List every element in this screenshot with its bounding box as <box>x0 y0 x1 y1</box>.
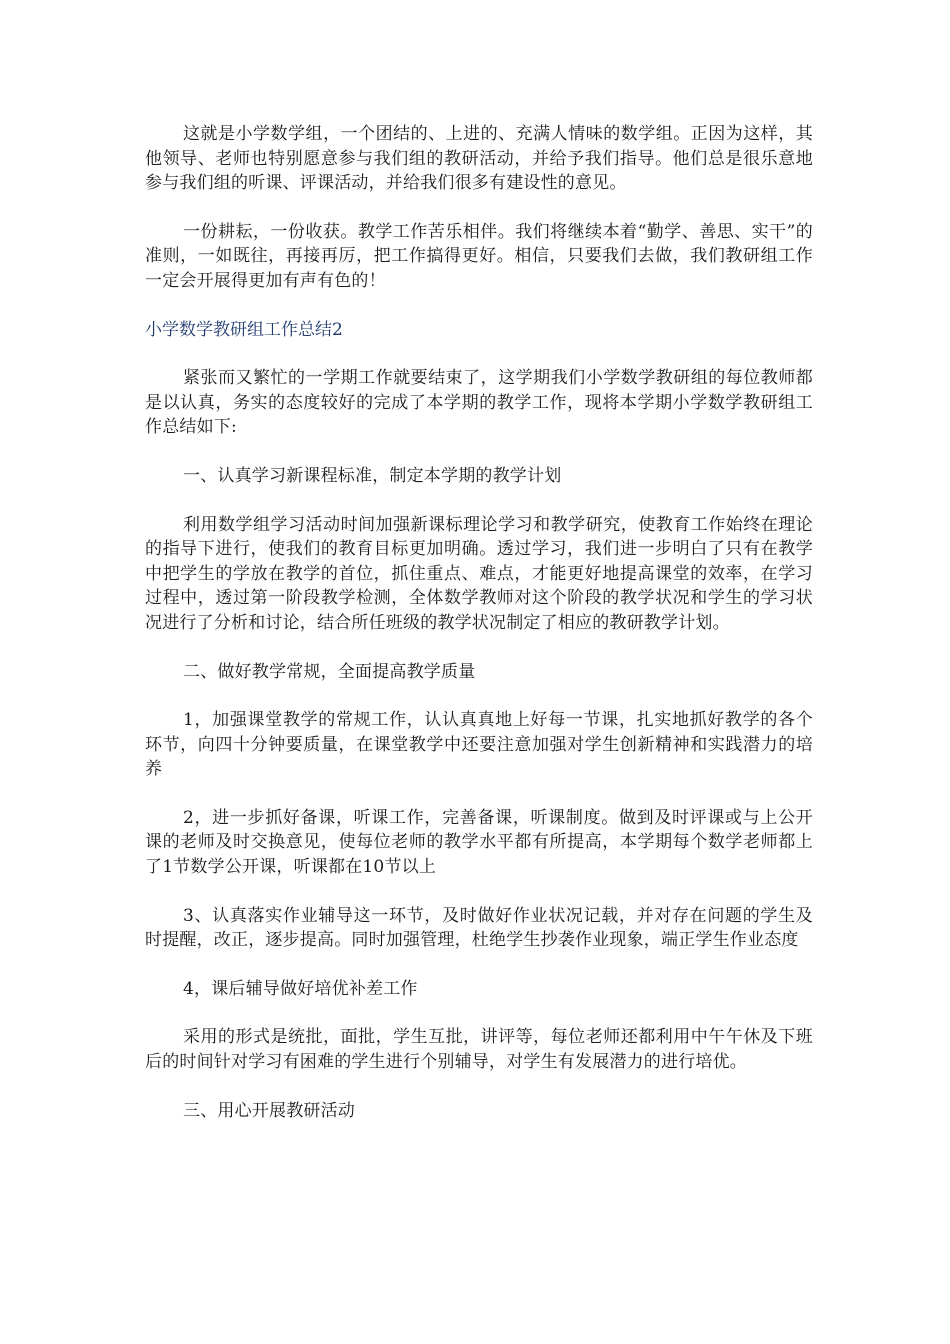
document-body <box>145 122 813 1147</box>
paragraph-opening: 紧张而又繁忙的一学期工作就要结束了，这学期我们小学数学教研组的每位教师都是以认真，务实的态度较好的完成了本学期的教学工作，现将本学期小学数学教研组工作总结如下: <box>145 368 813 438</box>
list-item-2: 2，进一步抓好备课，听课工作，完善备课，听课制度。做到及时评课或与上公开课的老师及时交换意见，使每位老师的教学水平都有所提高，本学期每个数学老师都上了1节数学公开课，听课都在10节以上 <box>145 807 813 878</box>
list-item-4: 4，课后辅导做好培优补差工作 <box>183 978 418 999</box>
list-item-1: 1，加强课堂教学的常规工作，认认真真地上好每一节课，扎实地抓好教学的各个环节，向四十分钟要质量，在课堂教学中还要注意加强对学生创新精神和实践潜力的培养 <box>145 710 813 780</box>
paragraph-intro-2: 一份耕耘，一份收获。教学工作苦乐相伴。我们将继续本着“勤学、善思、实干”的准则，一如既往，再接再厉，把工作搞得更好。相信，只要我们去做，我们教研组工作一定会开展得更加有声有色的！ <box>145 221 813 291</box>
subheading-one: 一、认真学习新课程标准，制定本学期的教学计划 <box>183 465 562 486</box>
list-item-3: 3、认真落实作业辅导这一环节，及时做好作业状况记载，并对存在问题的学生及时提醒，改正，逐步提高。同时加强管理，杜绝学生抄袭作业现象，端正学生作业态度 <box>145 905 813 951</box>
subheading-two: 二、做好教学常规，全面提高教学质量 <box>183 661 476 682</box>
paragraph-tutoring: 采用的形式是统批，面批，学生互批，讲评等，每位老师还都利用中午午休及下班后的时间针对学习有困难的学生进行个别辅导，对学生有发展潜力的进行培优。 <box>145 1027 813 1073</box>
paragraph-intro-1: 这就是小学数学组，一个团结的、上进的、充满人情味的数学组。正因为这样，其他领导、老师也特别愿意参与我们组的教研活动，并给予我们指导。他们总是很乐意地参与我们组的听课、评课活动，并给我们很多有建设性的意见。 <box>145 124 813 194</box>
subheading-three: 三、用心开展教研活动 <box>183 1100 355 1121</box>
section-heading: 小学数学教研组工作总结2 <box>145 319 343 340</box>
paragraph-study: 利用数学组学习活动时间加强新课标理论学习和教学研究，使教育工作始终在理论的指导下进行，使我们的教育目标更加明确。透过学习，我们进一步明白了只有在教学中把学生的学放在教学的首位，抓住重点、难点，才能更好地提高课堂的效率，在学习过程中，透过第一阶段教学检测，全体数学教师对这个阶段的教学状况和学生的学习状况进行了分析和讨论，结合所任班级的教学状况制定了相应的教研教学计划。 <box>145 514 813 633</box>
